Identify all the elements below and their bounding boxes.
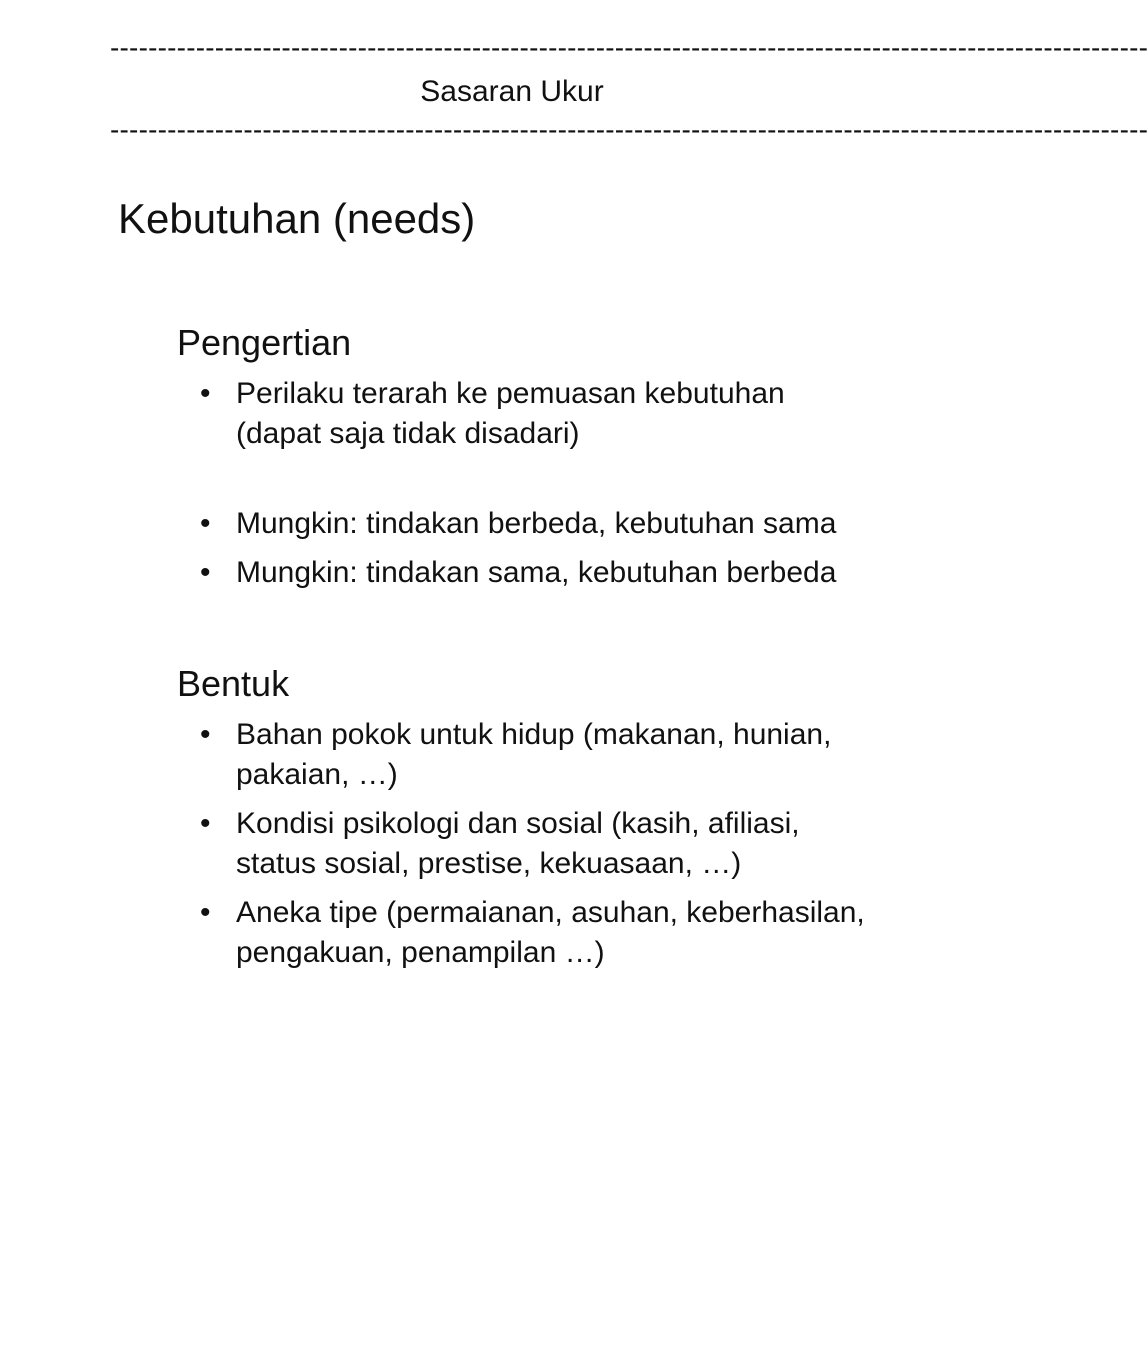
list-item xyxy=(196,893,976,973)
bullet-text-line: Aneka tipe (permaianan, asuhan, keberhasilan, xyxy=(236,896,865,929)
bullet-text-line: Kondisi psikologi dan sosial (kasih, afiliasi, xyxy=(236,807,800,840)
section-heading-bentuk: Bentuk xyxy=(177,663,290,704)
bullet-icon: • xyxy=(200,377,211,410)
section-heading-pengertian: Pengertian xyxy=(177,322,352,363)
bullet-list-bentuk xyxy=(196,715,976,982)
bullet-icon: • xyxy=(200,807,211,840)
bullet-icon: • xyxy=(200,718,211,751)
bullet-text-line: Bahan pokok untuk hidup (makanan, hunian, xyxy=(236,718,832,751)
header-divider-bottom: ------------------------------------------------------------------------------------------------------------- xyxy=(110,114,1148,145)
bullet-list-pengertian xyxy=(196,374,976,602)
header-divider-top: ------------------------------------------------------------------------------------------------------------- xyxy=(110,32,1148,63)
list-item xyxy=(196,804,976,884)
list-item xyxy=(196,553,976,593)
header-title: Sasaran Ukur xyxy=(420,75,604,108)
bullet-icon: • xyxy=(200,896,211,929)
bullet-text-line: Mungkin: tindakan berbeda, kebutuhan sama xyxy=(236,507,837,540)
bullet-icon: • xyxy=(200,507,211,540)
bullet-text-line: status sosial, prestise, kekuasaan, …) xyxy=(236,847,742,880)
bullet-text-line: (dapat saja tidak disadari) xyxy=(236,417,580,450)
list-item xyxy=(196,504,976,544)
bullet-text-line: pakaian, …) xyxy=(236,758,398,791)
list-item xyxy=(196,374,976,454)
list-item xyxy=(196,715,976,795)
bullet-icon: • xyxy=(200,556,211,589)
slide-title: Kebutuhan (needs) xyxy=(118,195,476,242)
bullet-text-line: pengakuan, penampilan …) xyxy=(236,936,605,969)
bullet-text-line: Perilaku terarah ke pemuasan kebutuhan xyxy=(236,377,785,410)
bullet-text-line: Mungkin: tindakan sama, kebutuhan berbeda xyxy=(236,556,837,589)
